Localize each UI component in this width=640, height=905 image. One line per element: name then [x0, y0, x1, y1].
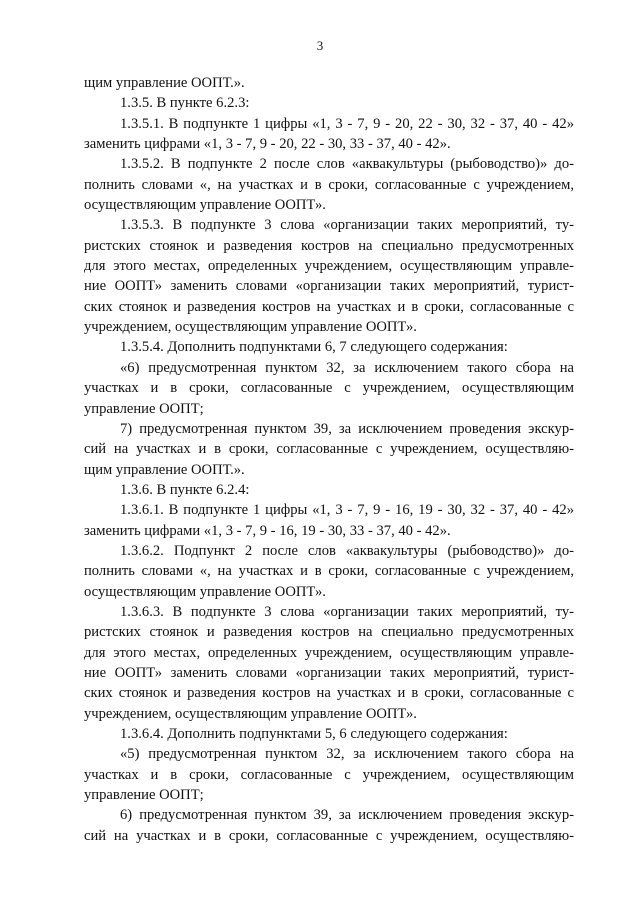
text-line: щим управление ООПТ.». [84, 461, 245, 478]
text-line: 1.3.6.3. В подпункте 3 слова «организации таких мероприятий, ту- [120, 603, 574, 620]
text-line: полнить словами «, на участках и в сроки, согласованные с учреждением, [84, 563, 574, 580]
text-line: 1.3.6. В пункте 6.2.4: [120, 481, 250, 498]
text-line: полнить словами «, на участках и в сроки, согласованные с учреждением, [84, 176, 574, 193]
text-line: 1.3.6.4. Дополнить подпунктами 5, 6 следующего содержания: [120, 726, 508, 742]
text-line: щим управление ООПТ.». [84, 75, 245, 91]
text-line: 1.3.5. В пункте 6.2.3: [120, 95, 250, 112]
text-line: ние ООПТ» заменить словами «организации таких мероприятий, турист- [84, 664, 574, 681]
text-line: учреждением, осуществляющим управление ООПТ». [84, 705, 417, 722]
text-line: ристских стоянок и разведения костров на специально предусмотренных [84, 237, 574, 254]
text-line: «6) предусмотренная пунктом 32, за исключением такого сбора на [120, 359, 574, 376]
text-line: ристских стоянок и разведения костров на специально предусмотренных [84, 624, 574, 641]
text-line: 1.3.5.1. В подпункте 1 цифры «1, 3 - 7, 9 - 20, 22 - 30, 32 - 37, 40 - 42» [120, 115, 574, 132]
text-line: 1.3.6.2. Подпункт 2 после слов «аквакультуры (рыбоводство)» до- [120, 542, 574, 559]
text-line: учреждением, осуществляющим управление ООПТ». [84, 319, 417, 336]
text-line: управление ООПТ; [84, 787, 204, 804]
text-line: для этого местах, определенных учреждением, осуществляющим управле- [84, 644, 574, 661]
text-line: для этого местах, определенных учреждением, осуществляющим управле- [84, 258, 574, 275]
text-line: 1.3.5.3. В подпункте 3 слова «организации таких мероприятий, ту- [120, 217, 574, 234]
text-line: сий на участках и в сроки, согласованные с учреждением, осуществляю- [84, 827, 574, 844]
text-line: участках и в сроки, согласованные с учреждением, осуществляющим [84, 380, 574, 397]
text-line: ние ООПТ» заменить словами «организации таких мероприятий, турист- [84, 278, 574, 295]
text-line: «5) предусмотренная пунктом 32, за исключением такого сбора на [120, 746, 574, 763]
text-line: управление ООПТ; [84, 400, 204, 417]
text-line: осуществляющим управление ООПТ». [84, 583, 326, 600]
text-line: 1.3.6.1. В подпункте 1 цифры «1, 3 - 7, 9 - 16, 19 - 30, 32 - 37, 40 - 42» [120, 502, 574, 519]
text-line: заменить цифрами «1, 3 - 7, 9 - 16, 19 - 30, 33 - 37, 40 - 42». [84, 522, 451, 539]
text-line: заменить цифрами «1, 3 - 7, 9 - 20, 22 - 30, 33 - 37, 40 - 42». [84, 136, 451, 153]
document-body [84, 73, 574, 846]
text-line: ских стоянок и разведения костров на участках и в сроки, согласованные с [84, 685, 574, 702]
text-line: 7) предусмотренная пунктом 39, за исключением проведения экскур- [120, 420, 574, 437]
text-line: 1.3.5.4. Дополнить подпунктами 6, 7 следующего содержания: [120, 339, 508, 356]
text-line: сий на участках и в сроки, согласованные с учреждением, осуществляю- [84, 441, 574, 458]
text-line: 1.3.5.2. В подпункте 2 после слов «аквакультуры (рыбоводство)» до- [120, 156, 574, 173]
text-line: 6) предусмотренная пунктом 39, за исключением проведения экскур- [120, 807, 574, 824]
page-number: 3 [316, 38, 324, 53]
text-line: участках и в сроки, согласованные с учреждением, осуществляющим [84, 766, 574, 783]
text-line: осуществляющим управление ООПТ». [84, 197, 326, 214]
text-line: ских стоянок и разведения костров на участках и в сроки, согласованные с [84, 298, 574, 315]
